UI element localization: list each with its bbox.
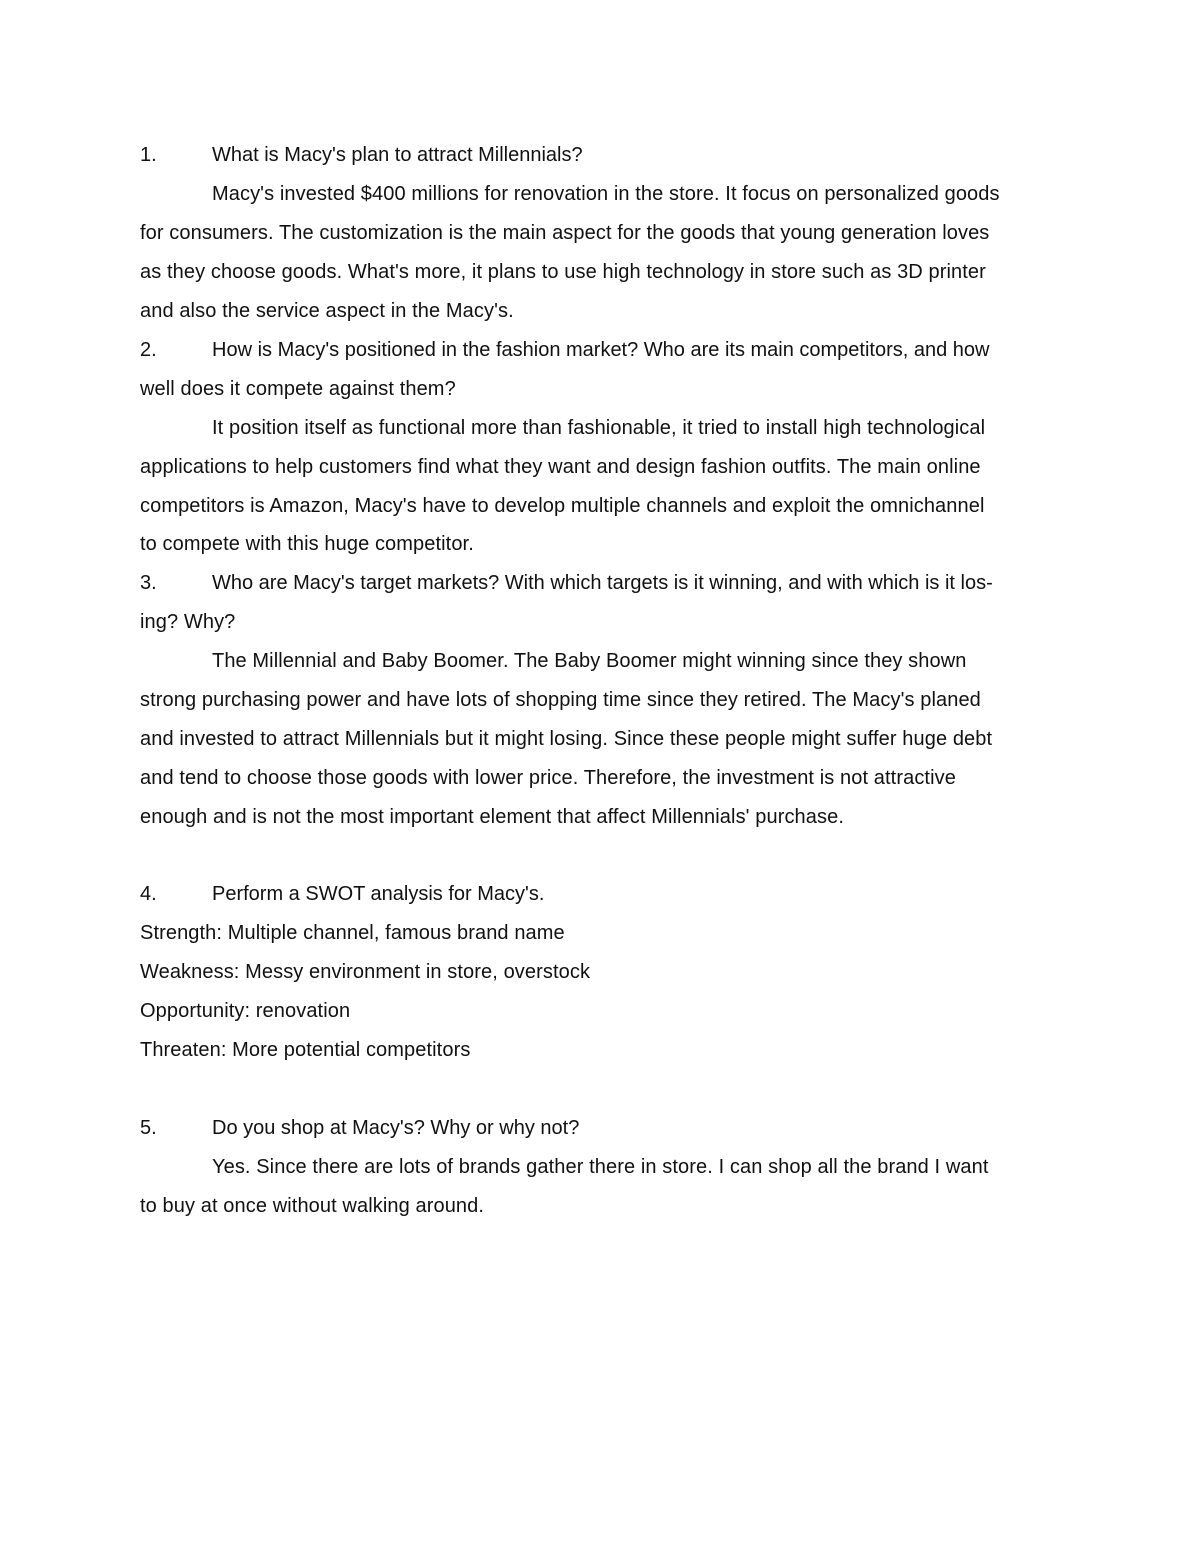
answer-line: enough and is not the most important element that affect Millennials' purchase. <box>140 806 844 828</box>
question-number: 2. <box>140 339 157 361</box>
question-text: Do you shop at Macy's? Why or why not? <box>212 1117 580 1139</box>
answer-line: and tend to choose those goods with lower price. Therefore, the investment is not attractive <box>140 767 956 789</box>
answer-line: for consumers. The customization is the main aspect for the goods that young generation loves <box>140 222 990 244</box>
swot-threat: Threaten: More potential competitors <box>140 1039 471 1061</box>
question-text: What is Macy's plan to attract Millennials? <box>212 144 583 166</box>
question-number: 1. <box>140 144 157 166</box>
answer-line: and also the service aspect in the Macy's. <box>140 300 514 322</box>
answer-line: Macy's invested $400 millions for renovation in the store. It focus on personalized goods <box>212 183 1000 205</box>
question-text: How is Macy's positioned in the fashion market? Who are its main competitors, and how <box>212 339 990 361</box>
answer-line: strong purchasing power and have lots of shopping time since they retired. The Macy's planed <box>140 689 981 711</box>
answer-line: The Millennial and Baby Boomer. The Baby Boomer might winning since they shown <box>212 650 967 672</box>
answer-line: and invested to attract Millennials but it might losing. Since these people might suffer huge debt <box>140 728 993 750</box>
question-number: 5. <box>140 1117 157 1139</box>
answer-line: to buy at once without walking around. <box>140 1195 485 1217</box>
question-text: Perform a SWOT analysis for Macy's. <box>212 883 545 905</box>
question-number: 3. <box>140 572 157 594</box>
swot-weakness: Weakness: Messy environment in store, overstock <box>140 961 591 983</box>
answer-line: It position itself as functional more than fashionable, it tried to install high technological <box>212 417 986 439</box>
answer-line: to compete with this huge competitor. <box>140 533 474 555</box>
question-number: 4. <box>140 883 157 905</box>
question-text: ing? Why? <box>140 611 236 633</box>
swot-strength: Strength: Multiple channel, famous brand name <box>140 922 565 944</box>
question-text: Who are Macy's target markets? With which targets is it winning, and with which is it los- <box>212 572 993 594</box>
answer-line: applications to help customers find what they want and design fashion outfits. The main online <box>140 456 981 478</box>
answer-line: as they choose goods. What's more, it plans to use high technology in store such as 3D printer <box>140 261 986 283</box>
swot-opportunity: Opportunity: renovation <box>140 1000 351 1022</box>
answer-line: competitors is Amazon, Macy's have to develop multiple channels and exploit the omnichannel <box>140 495 985 517</box>
answer-line: Yes. Since there are lots of brands gather there in store. I can shop all the brand I want <box>212 1156 989 1178</box>
question-text: well does it compete against them? <box>140 378 456 400</box>
